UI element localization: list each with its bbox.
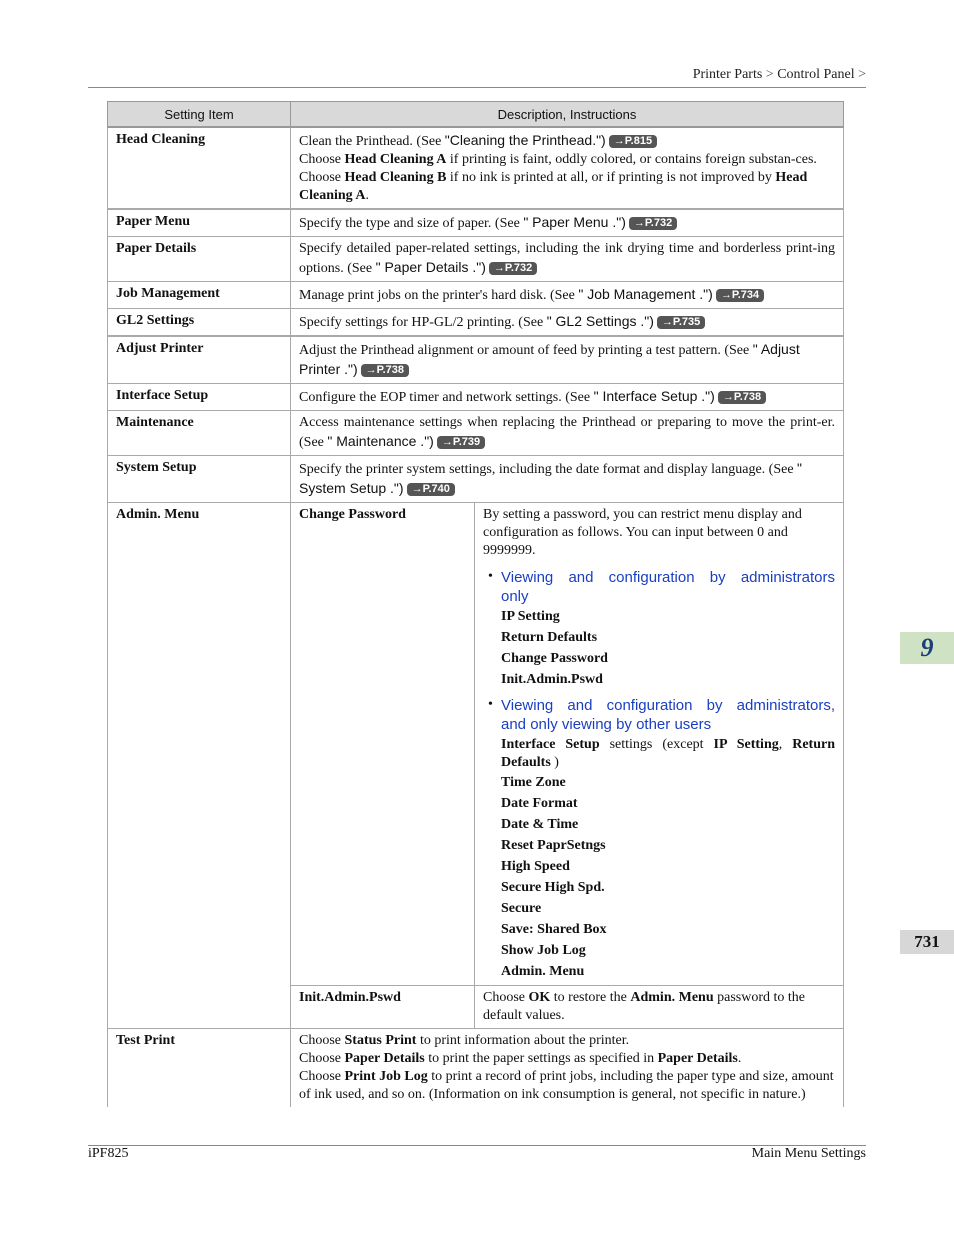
setting-name: Adjust Printer (108, 336, 291, 384)
permission-group-title: • Viewing and configuration by administrators (501, 569, 836, 586)
description-text: password to the default values. (483, 990, 805, 1023)
description-text: Specify the type and size of paper. (See (299, 216, 524, 231)
column-header-description: Description, Instructions (291, 102, 844, 128)
page-reference-badge[interactable]: →P.734 (716, 289, 764, 302)
list-item (501, 696, 835, 982)
page-reference-badge[interactable]: →P.739 (437, 436, 485, 449)
bold-term: Head Cleaning A (299, 170, 808, 203)
setting-name: Admin. Menu (108, 503, 291, 1029)
description-text: if no ink is printed at all, or if printing is not improved by (446, 170, 776, 185)
permission-group-title: and only viewing by other users (501, 716, 712, 733)
setting-description (291, 309, 844, 337)
table-row (108, 384, 844, 411)
breadcrumb-separator: > (765, 67, 774, 82)
description-text: Specify the printer system settings, including the date format and display language. (See (299, 462, 798, 477)
cross-reference-link[interactable]: " Interface Setup .") (593, 388, 715, 404)
table-row (108, 456, 844, 503)
page-reference-badge[interactable]: →P.738 (361, 364, 409, 377)
cross-reference-link[interactable]: " Paper Details .") (375, 259, 486, 275)
setting-name: Head Cleaning (108, 127, 291, 209)
permission-list (483, 568, 835, 982)
table-row (108, 1029, 844, 1108)
column-header-setting-item: Setting Item (108, 102, 291, 128)
permission-item: Secure High Spd. (501, 880, 605, 895)
table-row (108, 127, 844, 209)
header-rule (88, 87, 866, 88)
setting-description (291, 1029, 844, 1108)
setting-description (291, 336, 844, 384)
bold-term: IP Setting (713, 737, 779, 752)
description-text: Access maintenance settings when replacing the Printhead or preparing to move the print-er. (See (299, 415, 836, 450)
permission-item: Reset PaprSetngs (501, 838, 606, 853)
description-text: Specify detailed paper-related settings, including the ink drying time and borderless print-ing options. (See (299, 241, 836, 276)
permission-item (501, 736, 835, 772)
breadcrumb-printer-parts[interactable]: Printer Parts (692, 67, 763, 82)
table-row (108, 282, 844, 309)
description-text: Manage print jobs on the printer's hard disk. (See (299, 288, 579, 303)
setting-description (291, 127, 844, 209)
permission-items (501, 772, 835, 982)
cross-reference-link[interactable]: " GL2 Settings .") (546, 313, 654, 329)
permission-item: Date & Time (501, 817, 579, 832)
permission-item: Time Zone (501, 775, 566, 790)
bold-term: Admin. Menu (630, 990, 714, 1005)
description-text: Choose (299, 152, 345, 167)
description-text: Configure the EOP timer and network settings. (See (299, 390, 594, 405)
table-row (108, 309, 844, 337)
setting-name: Paper Details (108, 237, 291, 282)
cross-reference-link[interactable]: " Maintenance .") (327, 433, 434, 449)
page-reference-badge[interactable]: →P.732 (629, 217, 677, 230)
page-reference-badge[interactable]: →P.740 (407, 483, 455, 496)
permission-group-title: • Viewing and configuration by administrators, (501, 697, 836, 714)
description-text: By setting a password, you can restrict menu display and configuration as follows. You can input between 0 and 9999999. (483, 507, 802, 558)
permission-item: Show Job Log (501, 943, 586, 958)
description-text: Clean the Printhead. (See (299, 134, 445, 149)
setting-name: Test Print (108, 1029, 291, 1108)
description-text: Choose (483, 990, 529, 1005)
setting-name: Interface Setup (108, 384, 291, 411)
description-text: Adjust the Printhead alignment or amount of feed by printing a test pattern. (See (299, 343, 753, 358)
setting-description (291, 209, 844, 237)
page-number: 731 (900, 930, 954, 954)
permission-item: Save: Shared Box (501, 922, 607, 937)
cross-reference-link[interactable]: " System Setup .") (299, 460, 803, 496)
setting-description (291, 282, 844, 309)
description-text: ) (550, 755, 559, 770)
breadcrumb (693, 67, 866, 83)
cross-reference-link[interactable]: " Adjust Printer .") (299, 341, 800, 377)
table-header-row (108, 102, 844, 128)
cross-reference-link[interactable]: "Cleaning the Printhead.") (444, 132, 606, 148)
bold-term: OK (528, 990, 551, 1005)
setting-name: Paper Menu (108, 209, 291, 237)
description-text: . (365, 188, 370, 203)
description-text: Specify settings for HP-GL/2 printing. (See (299, 315, 547, 330)
description-text: Choose (299, 1069, 345, 1084)
setting-description (291, 411, 844, 456)
description-text: to print a record of print jobs, including the paper type and size, amount of ink used, and so on. (Information on ink consumption is general, not specific in nature.) (299, 1069, 834, 1102)
permission-item: High Speed (501, 859, 570, 874)
breadcrumb-separator: > (858, 67, 866, 82)
setting-name: Job Management (108, 282, 291, 309)
bold-term: Status Print (344, 1033, 417, 1048)
table-row (108, 209, 844, 237)
bold-term: Head Cleaning A (344, 152, 447, 167)
setting-description (291, 237, 844, 282)
setting-description (291, 456, 844, 503)
bold-term: Return Defaults (501, 737, 836, 770)
description-text: settings (except (599, 737, 714, 752)
table-row (108, 411, 844, 456)
cross-reference-link[interactable]: " Paper Menu .") (523, 214, 626, 230)
table-row (108, 503, 844, 986)
permission-items (501, 606, 835, 690)
description-text: to print information about the printer. (416, 1033, 630, 1048)
sub-setting-name: Change Password (291, 503, 475, 986)
permission-item: IP Setting (501, 609, 560, 624)
permission-group-title: only (501, 588, 529, 605)
footer-model: iPF825 (88, 1146, 129, 1161)
footer-section: Main Menu Settings (751, 1146, 866, 1161)
description-text: Choose (299, 170, 345, 185)
bold-term: Paper Details (344, 1051, 425, 1066)
description-text: if printing is faint, oddly colored, or contains foreign substan-ces. (446, 152, 817, 167)
setting-description (291, 384, 844, 411)
description-text: . (737, 1051, 742, 1066)
setting-name: Maintenance (108, 411, 291, 456)
page-reference-badge[interactable]: →P.738 (718, 391, 766, 404)
page-reference-badge[interactable]: →P.732 (489, 262, 537, 275)
bold-term: Paper Details (657, 1051, 738, 1066)
footer-rule (88, 1145, 866, 1146)
sub-setting-description (475, 503, 844, 986)
permission-item: Return Defaults (501, 630, 598, 645)
bold-term: Interface Setup (501, 737, 600, 752)
sub-setting-name: Init.Admin.Pswd (291, 986, 475, 1029)
table-row (108, 336, 844, 384)
page-reference-badge[interactable]: →P.815 (609, 135, 657, 148)
bold-term: Print Job Log (344, 1069, 428, 1084)
permission-item: Date Format (501, 796, 578, 811)
setting-name: GL2 Settings (108, 309, 291, 337)
page-reference-badge[interactable]: →P.735 (657, 316, 705, 329)
setting-name: System Setup (108, 456, 291, 503)
description-text: Choose (299, 1033, 345, 1048)
bold-term: Head Cleaning B (344, 170, 447, 185)
list-item (501, 568, 835, 690)
table-row (108, 237, 844, 282)
cross-reference-link[interactable]: " Job Management .") (578, 286, 713, 302)
description-text: , (778, 737, 793, 752)
permission-item: Change Password (501, 651, 608, 666)
chapter-tab[interactable]: 9 (900, 632, 954, 664)
permission-item: Admin. Menu (501, 964, 585, 979)
permission-item: Secure (501, 901, 542, 916)
breadcrumb-control-panel[interactable]: Control Panel (777, 67, 855, 82)
description-text: to restore the (550, 990, 631, 1005)
settings-table (107, 101, 844, 1107)
description-text: Choose (299, 1051, 345, 1066)
description-text: to print the paper settings as specified in (424, 1051, 658, 1066)
permission-item: Init.Admin.Pswd (501, 672, 603, 687)
sub-setting-description (475, 986, 844, 1029)
